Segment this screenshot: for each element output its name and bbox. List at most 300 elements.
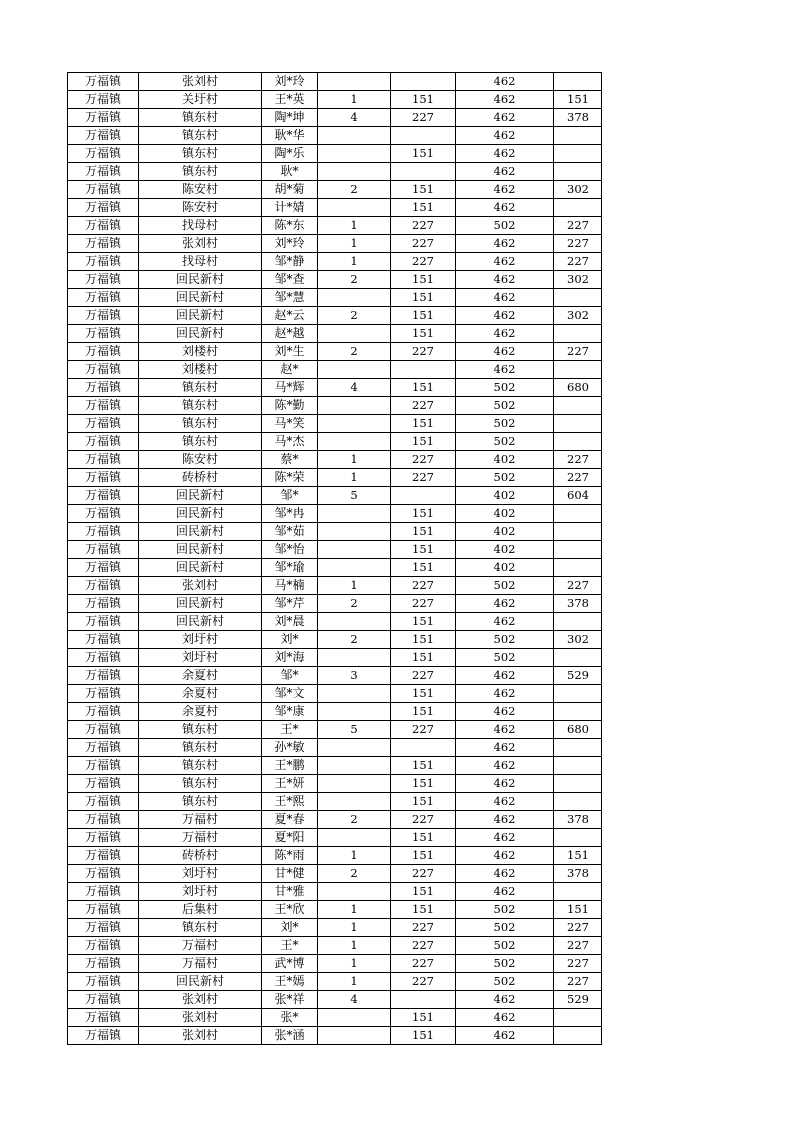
- town-cell: 万福镇: [68, 91, 139, 109]
- value-a-cell: 151: [391, 289, 456, 307]
- town-cell: 万福镇: [68, 217, 139, 235]
- value-a-cell: 151: [391, 91, 456, 109]
- value-a-cell: 227: [391, 811, 456, 829]
- total-cell: 227: [554, 235, 602, 253]
- town-cell: 万福镇: [68, 109, 139, 127]
- name-cell: 刘*: [262, 919, 318, 937]
- total-cell: 227: [554, 343, 602, 361]
- total-cell: [554, 829, 602, 847]
- table-row: [68, 991, 602, 1009]
- village-cell: 回民新村: [139, 523, 262, 541]
- count-cell: [318, 649, 391, 667]
- total-cell: [554, 703, 602, 721]
- count-cell: [318, 289, 391, 307]
- name-cell: 赵*越: [262, 325, 318, 343]
- table-row: [68, 271, 602, 289]
- name-cell: 夏*阳: [262, 829, 318, 847]
- table-row: [68, 865, 602, 883]
- town-cell: 万福镇: [68, 865, 139, 883]
- total-cell: [554, 793, 602, 811]
- name-cell: 邹*静: [262, 253, 318, 271]
- table-row: [68, 325, 602, 343]
- value-a-cell: [391, 73, 456, 91]
- name-cell: 马*辉: [262, 379, 318, 397]
- town-cell: 万福镇: [68, 1027, 139, 1045]
- value-b-cell: 502: [456, 397, 554, 415]
- village-cell: 万福村: [139, 811, 262, 829]
- town-cell: 万福镇: [68, 757, 139, 775]
- village-cell: 镇东村: [139, 127, 262, 145]
- value-a-cell: 227: [391, 595, 456, 613]
- count-cell: [318, 541, 391, 559]
- name-cell: 王*熙: [262, 793, 318, 811]
- total-cell: [554, 433, 602, 451]
- town-cell: 万福镇: [68, 163, 139, 181]
- name-cell: 赵*云: [262, 307, 318, 325]
- count-cell: 1: [318, 217, 391, 235]
- town-cell: 万福镇: [68, 469, 139, 487]
- town-cell: 万福镇: [68, 289, 139, 307]
- village-cell: 砖桥村: [139, 469, 262, 487]
- value-a-cell: 151: [391, 145, 456, 163]
- count-cell: 1: [318, 955, 391, 973]
- count-cell: [318, 163, 391, 181]
- count-cell: 2: [318, 865, 391, 883]
- value-a-cell: 227: [391, 721, 456, 739]
- value-a-cell: 227: [391, 217, 456, 235]
- count-cell: [318, 1009, 391, 1027]
- value-a-cell: 227: [391, 937, 456, 955]
- count-cell: [318, 775, 391, 793]
- count-cell: 2: [318, 307, 391, 325]
- table-row: [68, 361, 602, 379]
- total-cell: 529: [554, 667, 602, 685]
- value-a-cell: 151: [391, 523, 456, 541]
- table-row: [68, 667, 602, 685]
- total-cell: 227: [554, 919, 602, 937]
- value-a-cell: 227: [391, 865, 456, 883]
- town-cell: 万福镇: [68, 325, 139, 343]
- value-b-cell: 462: [456, 703, 554, 721]
- name-cell: 赵*: [262, 361, 318, 379]
- count-cell: [318, 505, 391, 523]
- village-cell: 回民新村: [139, 541, 262, 559]
- total-cell: 227: [554, 469, 602, 487]
- table-row: [68, 505, 602, 523]
- name-cell: 张*祥: [262, 991, 318, 1009]
- value-b-cell: 462: [456, 181, 554, 199]
- count-cell: [318, 127, 391, 145]
- value-a-cell: 151: [391, 685, 456, 703]
- town-cell: 万福镇: [68, 775, 139, 793]
- name-cell: 张*: [262, 1009, 318, 1027]
- table-row: [68, 703, 602, 721]
- count-cell: 1: [318, 253, 391, 271]
- value-a-cell: 151: [391, 415, 456, 433]
- table-row: [68, 451, 602, 469]
- town-cell: 万福镇: [68, 991, 139, 1009]
- value-b-cell: 462: [456, 1009, 554, 1027]
- town-cell: 万福镇: [68, 595, 139, 613]
- count-cell: 1: [318, 235, 391, 253]
- name-cell: 王*英: [262, 91, 318, 109]
- town-cell: 万福镇: [68, 505, 139, 523]
- name-cell: 耿*华: [262, 127, 318, 145]
- name-cell: 王*嫣: [262, 973, 318, 991]
- count-cell: [318, 415, 391, 433]
- total-cell: 227: [554, 451, 602, 469]
- town-cell: 万福镇: [68, 685, 139, 703]
- table-row: [68, 1027, 602, 1045]
- village-cell: 回民新村: [139, 595, 262, 613]
- village-cell: 镇东村: [139, 919, 262, 937]
- table-row: [68, 217, 602, 235]
- village-cell: 张刘村: [139, 235, 262, 253]
- table-row: [68, 739, 602, 757]
- table-row: [68, 937, 602, 955]
- table-row: [68, 379, 602, 397]
- total-cell: 378: [554, 811, 602, 829]
- value-b-cell: 402: [456, 523, 554, 541]
- name-cell: 马*杰: [262, 433, 318, 451]
- value-a-cell: 151: [391, 559, 456, 577]
- table-row: [68, 235, 602, 253]
- table-row: [68, 199, 602, 217]
- table-row: [68, 685, 602, 703]
- count-cell: [318, 73, 391, 91]
- name-cell: 邹*文: [262, 685, 318, 703]
- value-a-cell: 151: [391, 901, 456, 919]
- count-cell: [318, 829, 391, 847]
- value-b-cell: 462: [456, 757, 554, 775]
- total-cell: [554, 685, 602, 703]
- value-b-cell: 462: [456, 721, 554, 739]
- table-row: [68, 559, 602, 577]
- value-a-cell: 151: [391, 757, 456, 775]
- count-cell: [318, 685, 391, 703]
- total-cell: 227: [554, 973, 602, 991]
- village-cell: 余夏村: [139, 703, 262, 721]
- value-b-cell: 502: [456, 217, 554, 235]
- town-cell: 万福镇: [68, 523, 139, 541]
- town-cell: 万福镇: [68, 73, 139, 91]
- value-b-cell: 462: [456, 289, 554, 307]
- name-cell: 蔡*: [262, 451, 318, 469]
- village-cell: 张刘村: [139, 991, 262, 1009]
- name-cell: 邹*: [262, 667, 318, 685]
- name-cell: 孙*敏: [262, 739, 318, 757]
- value-a-cell: 227: [391, 397, 456, 415]
- total-cell: 151: [554, 847, 602, 865]
- total-cell: [554, 739, 602, 757]
- name-cell: 邹*怡: [262, 541, 318, 559]
- village-cell: 刘圩村: [139, 649, 262, 667]
- village-cell: 万福村: [139, 937, 262, 955]
- town-cell: 万福镇: [68, 199, 139, 217]
- table-row: [68, 883, 602, 901]
- count-cell: 1: [318, 973, 391, 991]
- village-cell: 镇东村: [139, 163, 262, 181]
- value-b-cell: 502: [456, 955, 554, 973]
- count-cell: 1: [318, 919, 391, 937]
- name-cell: 邹*冉: [262, 505, 318, 523]
- count-cell: 1: [318, 469, 391, 487]
- village-cell: 镇东村: [139, 721, 262, 739]
- value-b-cell: 402: [456, 487, 554, 505]
- count-cell: [318, 325, 391, 343]
- village-cell: 陈安村: [139, 451, 262, 469]
- village-cell: 回民新村: [139, 559, 262, 577]
- table-row: [68, 649, 602, 667]
- table-row: [68, 307, 602, 325]
- table-row: [68, 613, 602, 631]
- village-cell: 镇东村: [139, 757, 262, 775]
- value-a-cell: 227: [391, 469, 456, 487]
- count-cell: [318, 397, 391, 415]
- value-a-cell: 151: [391, 379, 456, 397]
- village-cell: 回民新村: [139, 487, 262, 505]
- town-cell: 万福镇: [68, 613, 139, 631]
- total-cell: [554, 289, 602, 307]
- name-cell: 王*: [262, 721, 318, 739]
- town-cell: 万福镇: [68, 919, 139, 937]
- value-a-cell: [391, 739, 456, 757]
- name-cell: 甘*健: [262, 865, 318, 883]
- town-cell: 万福镇: [68, 379, 139, 397]
- town-cell: 万福镇: [68, 343, 139, 361]
- value-b-cell: 462: [456, 1027, 554, 1045]
- name-cell: 邹*慧: [262, 289, 318, 307]
- value-a-cell: 227: [391, 253, 456, 271]
- total-cell: 302: [554, 631, 602, 649]
- village-cell: 余夏村: [139, 667, 262, 685]
- table-row: [68, 523, 602, 541]
- name-cell: 邹*: [262, 487, 318, 505]
- value-b-cell: 502: [456, 937, 554, 955]
- table-row: [68, 145, 602, 163]
- value-a-cell: 151: [391, 271, 456, 289]
- value-b-cell: 402: [456, 559, 554, 577]
- village-cell: 刘圩村: [139, 631, 262, 649]
- town-cell: 万福镇: [68, 307, 139, 325]
- value-b-cell: 462: [456, 811, 554, 829]
- total-cell: 529: [554, 991, 602, 1009]
- total-cell: 227: [554, 955, 602, 973]
- count-cell: 3: [318, 667, 391, 685]
- count-cell: [318, 433, 391, 451]
- table-row: [68, 631, 602, 649]
- total-cell: 680: [554, 721, 602, 739]
- value-a-cell: [391, 991, 456, 1009]
- table-row: [68, 343, 602, 361]
- value-b-cell: 402: [456, 541, 554, 559]
- value-b-cell: 462: [456, 325, 554, 343]
- count-cell: 4: [318, 991, 391, 1009]
- village-cell: 砖桥村: [139, 847, 262, 865]
- table-row: [68, 127, 602, 145]
- name-cell: 胡*菊: [262, 181, 318, 199]
- value-b-cell: 462: [456, 109, 554, 127]
- count-cell: [318, 757, 391, 775]
- table-row: [68, 487, 602, 505]
- total-cell: [554, 775, 602, 793]
- village-cell: 万福村: [139, 955, 262, 973]
- name-cell: 甘*雅: [262, 883, 318, 901]
- town-cell: 万福镇: [68, 487, 139, 505]
- village-cell: 张刘村: [139, 1009, 262, 1027]
- value-a-cell: 227: [391, 109, 456, 127]
- value-a-cell: [391, 163, 456, 181]
- value-b-cell: 462: [456, 127, 554, 145]
- count-cell: [318, 559, 391, 577]
- count-cell: [318, 145, 391, 163]
- value-a-cell: 227: [391, 973, 456, 991]
- count-cell: [318, 613, 391, 631]
- value-a-cell: 151: [391, 703, 456, 721]
- village-cell: 回民新村: [139, 289, 262, 307]
- name-cell: 陶*乐: [262, 145, 318, 163]
- total-cell: 151: [554, 91, 602, 109]
- total-cell: 151: [554, 901, 602, 919]
- name-cell: 邹*康: [262, 703, 318, 721]
- table-row: [68, 595, 602, 613]
- count-cell: 1: [318, 847, 391, 865]
- total-cell: 302: [554, 307, 602, 325]
- village-cell: 张刘村: [139, 73, 262, 91]
- value-b-cell: 462: [456, 73, 554, 91]
- total-cell: [554, 505, 602, 523]
- value-a-cell: 227: [391, 919, 456, 937]
- value-b-cell: 402: [456, 451, 554, 469]
- total-cell: [554, 649, 602, 667]
- value-a-cell: 151: [391, 631, 456, 649]
- total-cell: [554, 73, 602, 91]
- value-b-cell: 462: [456, 883, 554, 901]
- total-cell: [554, 1009, 602, 1027]
- value-b-cell: 462: [456, 307, 554, 325]
- town-cell: 万福镇: [68, 415, 139, 433]
- count-cell: 2: [318, 181, 391, 199]
- name-cell: 刘*玲: [262, 235, 318, 253]
- data-table: [67, 72, 602, 1045]
- value-b-cell: 502: [456, 433, 554, 451]
- value-b-cell: 462: [456, 829, 554, 847]
- value-b-cell: 462: [456, 793, 554, 811]
- village-cell: 万福村: [139, 829, 262, 847]
- table-row: [68, 901, 602, 919]
- name-cell: 刘*: [262, 631, 318, 649]
- name-cell: 刘*海: [262, 649, 318, 667]
- town-cell: 万福镇: [68, 721, 139, 739]
- town-cell: 万福镇: [68, 433, 139, 451]
- value-b-cell: 462: [456, 145, 554, 163]
- town-cell: 万福镇: [68, 955, 139, 973]
- count-cell: 2: [318, 631, 391, 649]
- value-b-cell: 462: [456, 685, 554, 703]
- name-cell: 武*博: [262, 955, 318, 973]
- value-b-cell: 462: [456, 775, 554, 793]
- name-cell: 刘*玲: [262, 73, 318, 91]
- name-cell: 耿*: [262, 163, 318, 181]
- total-cell: [554, 613, 602, 631]
- total-cell: [554, 883, 602, 901]
- name-cell: 邹*茹: [262, 523, 318, 541]
- village-cell: 回民新村: [139, 973, 262, 991]
- table-row: [68, 91, 602, 109]
- value-b-cell: 502: [456, 415, 554, 433]
- value-a-cell: 151: [391, 433, 456, 451]
- table-row: [68, 847, 602, 865]
- value-b-cell: 462: [456, 271, 554, 289]
- town-cell: 万福镇: [68, 811, 139, 829]
- value-b-cell: 462: [456, 865, 554, 883]
- village-cell: 镇东村: [139, 739, 262, 757]
- total-cell: [554, 559, 602, 577]
- value-a-cell: 151: [391, 505, 456, 523]
- town-cell: 万福镇: [68, 793, 139, 811]
- town-cell: 万福镇: [68, 397, 139, 415]
- table-row: [68, 973, 602, 991]
- village-cell: 镇东村: [139, 415, 262, 433]
- table-row: [68, 811, 602, 829]
- name-cell: 王*妍: [262, 775, 318, 793]
- name-cell: 计*婧: [262, 199, 318, 217]
- count-cell: [318, 883, 391, 901]
- value-a-cell: 151: [391, 1009, 456, 1027]
- value-a-cell: [391, 361, 456, 379]
- village-cell: 回民新村: [139, 307, 262, 325]
- table-row: [68, 181, 602, 199]
- value-a-cell: 151: [391, 1027, 456, 1045]
- name-cell: 夏*春: [262, 811, 318, 829]
- village-cell: 镇东村: [139, 109, 262, 127]
- village-cell: 镇东村: [139, 775, 262, 793]
- name-cell: 陈*勤: [262, 397, 318, 415]
- total-cell: [554, 757, 602, 775]
- total-cell: 302: [554, 181, 602, 199]
- total-cell: 227: [554, 217, 602, 235]
- town-cell: 万福镇: [68, 127, 139, 145]
- count-cell: 5: [318, 487, 391, 505]
- town-cell: 万福镇: [68, 253, 139, 271]
- value-a-cell: 151: [391, 793, 456, 811]
- village-cell: 陈安村: [139, 181, 262, 199]
- total-cell: 227: [554, 253, 602, 271]
- table-row: [68, 775, 602, 793]
- name-cell: 陈*荣: [262, 469, 318, 487]
- table-row: [68, 397, 602, 415]
- total-cell: [554, 541, 602, 559]
- town-cell: 万福镇: [68, 235, 139, 253]
- value-a-cell: 151: [391, 649, 456, 667]
- village-cell: 镇东村: [139, 793, 262, 811]
- table-row: [68, 1009, 602, 1027]
- village-cell: 后集村: [139, 901, 262, 919]
- value-a-cell: 151: [391, 613, 456, 631]
- town-cell: 万福镇: [68, 739, 139, 757]
- name-cell: 王*: [262, 937, 318, 955]
- value-b-cell: 462: [456, 199, 554, 217]
- table-row: [68, 433, 602, 451]
- name-cell: 王*欣: [262, 901, 318, 919]
- village-cell: 回民新村: [139, 505, 262, 523]
- name-cell: 邹*芹: [262, 595, 318, 613]
- count-cell: 2: [318, 595, 391, 613]
- name-cell: 王*鹏: [262, 757, 318, 775]
- total-cell: [554, 199, 602, 217]
- table-row: [68, 955, 602, 973]
- value-b-cell: 462: [456, 91, 554, 109]
